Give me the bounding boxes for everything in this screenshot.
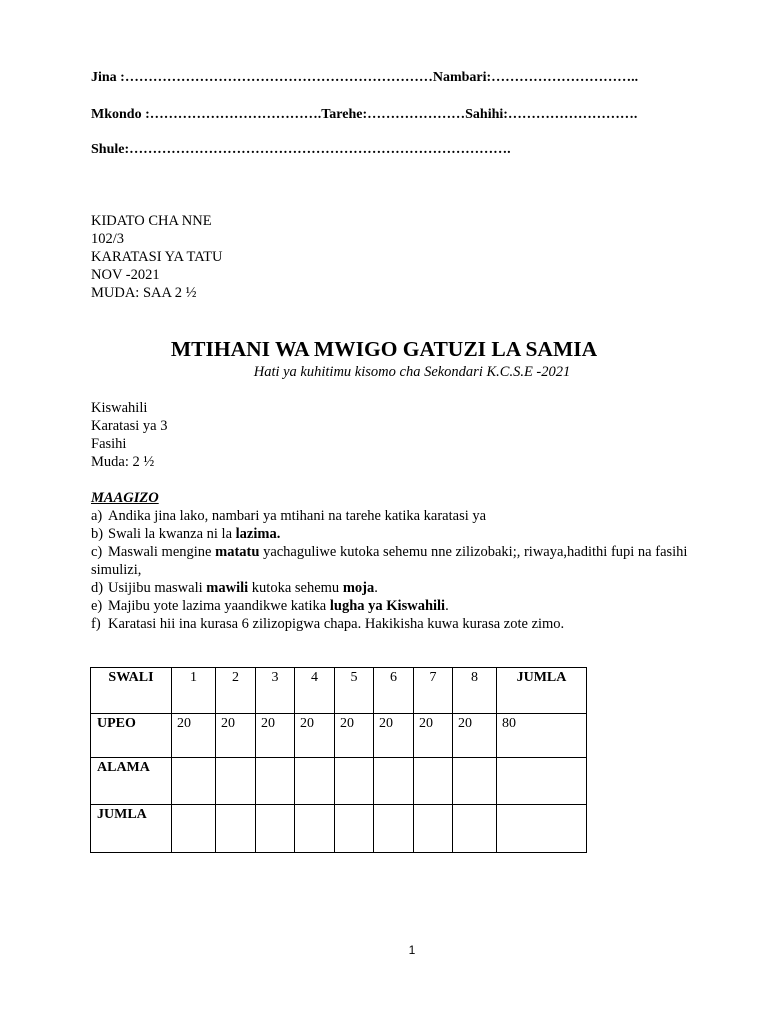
paper-info-block [91,212,222,302]
upeo-q4: 20 [295,714,335,758]
name-number-line: Jina :…………………………………………………………Nambari:………………………….. [91,70,639,85]
row-label-upeo: UPEO [91,714,172,758]
table-row-upeo [91,714,587,758]
duration: MUDA: SAA 2 ½ [91,285,197,301]
alama-q6[interactable] [374,758,414,805]
subject-name: Kiswahili [91,400,148,416]
header-cell-q3: 3 [256,668,295,714]
upeo-q3: 20 [256,714,295,758]
upeo-q1: 20 [172,714,216,758]
subject-paper: Karatasi ya 3 [91,418,168,434]
row-label-jumla: JUMLA [91,805,172,853]
jumla-q7[interactable] [414,805,453,853]
alama-q4[interactable] [295,758,335,805]
jumla-total[interactable] [497,805,587,853]
instruction-b: b) Swali la kwanza ni la lazima. [91,526,281,542]
exam-subtitle: Hati ya kuhitimu kisomo cha Sekondari K.C.S.E -2021 [253,364,571,380]
alama-q7[interactable] [414,758,453,805]
subject-block [91,399,168,471]
header-cell-q6: 6 [374,668,414,714]
subject-duration: Muda: 2 ½ [91,454,155,470]
alama-total[interactable] [497,758,587,805]
table-row-alama [91,758,587,805]
header-cell-q2: 2 [216,668,256,714]
instruction-c-continued: simulizi, [91,562,142,578]
alama-q1[interactable] [172,758,216,805]
paper-name: KARATASI YA TATU [91,249,223,265]
header-cell-q8: 8 [453,668,497,714]
header-cell-jumla: JUMLA [497,668,587,714]
alama-q2[interactable] [216,758,256,805]
jumla-q4[interactable] [295,805,335,853]
marks-table [90,667,587,853]
header-cell-q5: 5 [335,668,374,714]
jumla-q1[interactable] [172,805,216,853]
school-line: Shule:………………………………………………………………………. [91,142,511,157]
jumla-q8[interactable] [453,805,497,853]
header-cell-q1: 1 [172,668,216,714]
instruction-d: d) Usijibu maswali mawili kutoka sehemu moja. [91,580,378,596]
upeo-q2: 20 [216,714,256,758]
instruction-e: e) Majibu yote lazima yaandikwe katika lugha ya Kiswahili. [91,598,449,614]
alama-q8[interactable] [453,758,497,805]
row-label-alama: ALAMA [91,758,172,805]
instruction-f: f) Karatasi hii ina kurasa 6 zilizopigwa chapa. Hakikisha kuwa kurasa zote zimo. [91,616,565,632]
exam-date: NOV -2021 [91,267,160,283]
alama-q3[interactable] [256,758,295,805]
header-cell-swali: SWALI [91,668,172,714]
form-level: KIDATO CHA NNE [91,213,212,229]
page-number: 1 [408,943,416,957]
instruction-a: a) Andika jina lako, nambari ya mtihani na tarehe katika karatasi ya [91,508,487,524]
upeo-q6: 20 [374,714,414,758]
exam-title: MTIHANI WA MWIGO GATUZI LA SAMIA [170,337,598,361]
instruction-c: c) Maswali mengine matatu yachaguliwe kutoka sehemu nne zilizobaki;, riwaya,hadithi fupi na fasihi [91,544,688,560]
header-cell-q7: 7 [414,668,453,714]
jumla-q5[interactable] [335,805,374,853]
header-cell-q4: 4 [295,668,335,714]
upeo-total: 80 [497,714,587,758]
instructions-block [91,489,731,633]
subject-topic: Fasihi [91,436,127,452]
instructions-heading: MAAGIZO [91,490,159,506]
jumla-q2[interactable] [216,805,256,853]
upeo-q7: 20 [414,714,453,758]
alama-q5[interactable] [335,758,374,805]
stream-date-signature-line: Mkondo :……………………………….Tarehe:…………………Sahihi:………………………. [91,107,638,122]
table-header-row [91,668,587,714]
paper-code: 102/3 [91,231,125,247]
table-row-jumla [91,805,587,853]
jumla-q6[interactable] [374,805,414,853]
upeo-q5: 20 [335,714,374,758]
jumla-q3[interactable] [256,805,295,853]
upeo-q8: 20 [453,714,497,758]
